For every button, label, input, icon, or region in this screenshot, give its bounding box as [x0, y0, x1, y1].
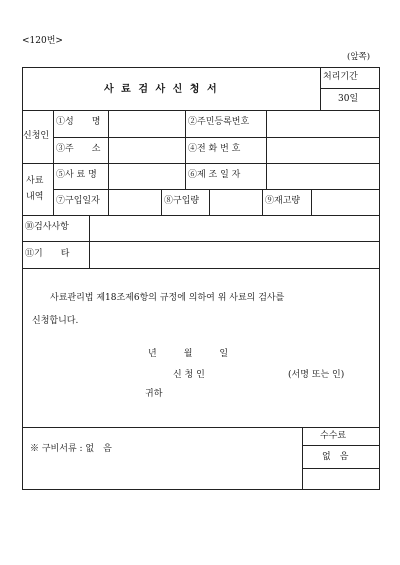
phone-label: ④전 화 번 호 — [188, 144, 241, 154]
stock-label: ⑨재고량 — [265, 196, 301, 206]
processing-period-value: 30일 — [338, 94, 359, 104]
fee-label: 수수료 — [320, 431, 347, 441]
name-label: ①성 명 — [56, 117, 101, 127]
feed-section-label-2: 내역 — [26, 192, 44, 202]
statement-line-1: 사료관리법 제18조제6항의 규정에 의하여 위 사료의 검사를 — [50, 293, 285, 303]
mfg-date-field[interactable] — [267, 164, 378, 188]
purchase-date-label: ⑦구입일자 — [56, 196, 100, 206]
purchase-date-field[interactable] — [109, 190, 160, 214]
purchase-qty-label: ⑧구입량 — [164, 196, 200, 206]
applicant-sign-label: 신 청 인 — [173, 370, 205, 380]
phone-field[interactable] — [267, 138, 378, 162]
table-right-border — [379, 67, 380, 489]
processing-period-label: 처리기간 — [323, 72, 358, 82]
name-field[interactable] — [109, 111, 184, 136]
applicant-section-label: 신청인 — [23, 131, 50, 141]
form-title: 사료검사신청서 — [104, 84, 225, 95]
form-number: <120번> — [22, 36, 63, 46]
feed-section-label-1: 사료 — [26, 176, 44, 186]
rrn-label: ②주민등록번호 — [188, 117, 250, 127]
other-field[interactable] — [90, 242, 378, 267]
other-label: ⑪기 타 — [25, 249, 70, 259]
feed-name-field[interactable] — [109, 164, 184, 188]
page-side-label: (앞쪽) — [347, 52, 371, 62]
address-label: ③주 소 — [56, 144, 101, 154]
mfg-date-label: ⑥제 조 일 자 — [188, 170, 241, 180]
inspection-items-field[interactable] — [90, 216, 378, 240]
required-documents: ※ 구비서류 : 없 음 — [30, 444, 112, 454]
signature-label: (서명 또는 인) — [288, 370, 345, 380]
table-top-border — [22, 67, 380, 68]
address-field[interactable] — [109, 138, 184, 162]
purchase-qty-field[interactable] — [210, 190, 261, 214]
inspection-items-label: ⑩검사사항 — [25, 222, 69, 232]
feed-name-label: ⑤사 료 명 — [56, 170, 97, 180]
fee-value: 없 음 — [322, 452, 349, 462]
addressee-label: 귀하 — [145, 389, 163, 399]
stock-field[interactable] — [312, 190, 378, 214]
date-line: 년 월 일 — [148, 349, 229, 359]
table-bottom-border — [22, 489, 380, 490]
statement-line-2: 신청합니다. — [32, 316, 79, 326]
rrn-field[interactable] — [267, 111, 378, 136]
